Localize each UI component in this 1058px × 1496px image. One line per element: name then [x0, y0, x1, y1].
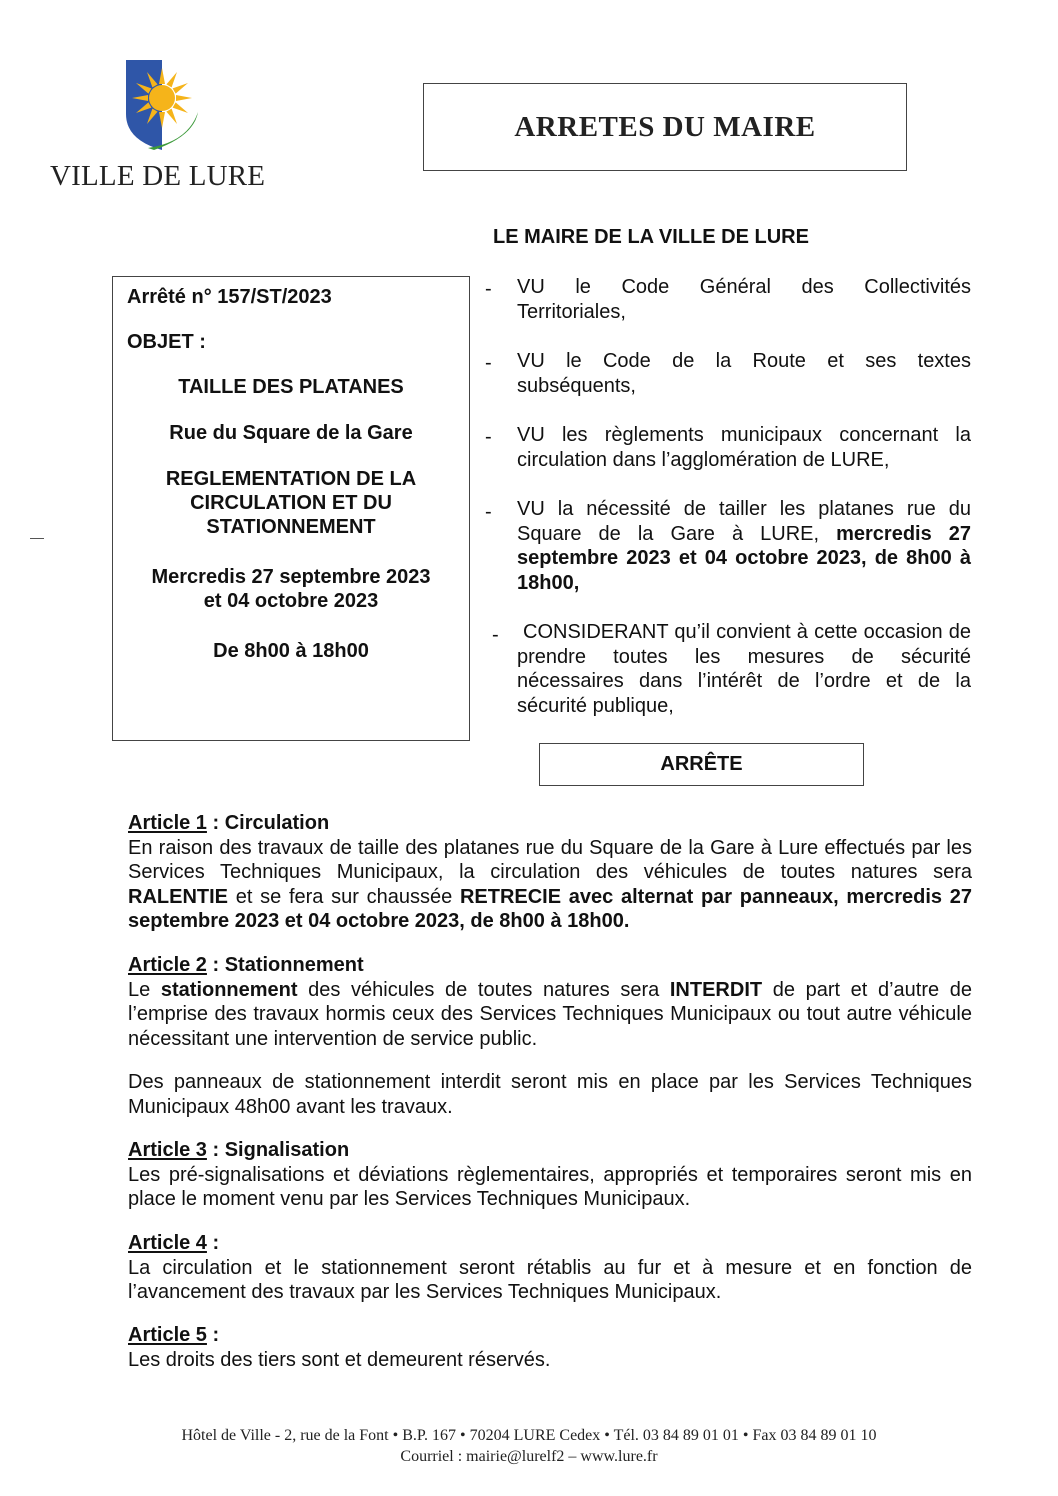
article-2-paragraph-2: Des panneaux de stationnement interdit seront mis en place par les Services Techniques Municipaux 48h00 avant les travaux.: [128, 1071, 972, 1118]
vu-code-route-line-1: VU le Code de la Route et ses textes: [517, 350, 971, 372]
decree-subject: TAILLE DES PLATANES: [178, 376, 404, 398]
arrete-heading: ARRÊTE: [539, 743, 864, 786]
decree-info-box: [112, 276, 470, 741]
mayor-heading: LE MAIRE DE LA VILLE DE LURE: [493, 226, 809, 248]
city-logo: [118, 56, 210, 152]
article-5: Article 5 : Les droits des tiers sont et demeurent réservés.: [128, 1324, 551, 1371]
footer-contact: Courriel : mairie@lurelf2 – www.lure.fr: [400, 1448, 658, 1465]
city-name: VILLE DE LURE: [50, 160, 266, 192]
regulation-line-2: CIRCULATION ET DU: [190, 492, 392, 514]
vu-code-collectivites-line-2: Territoriales,: [517, 300, 626, 323]
document-title: ARRETES DU MAIRE: [514, 110, 816, 143]
article-1: Article 1 : Circulation En raison des travaux de taille des platanes rue du Square de la Gare à Lure effectués par les Services Techniques Municipaux, la circulation des véhicules de toutes natures sera RALENTIE et se fera sur chaussée RETRECIE avec alternat par panneaux, mercredis 27 septembre 2023 et 04 octobre 2023, de 8h00 à 18h00.: [128, 812, 972, 932]
decree-street: Rue du Square de la Gare: [169, 422, 413, 444]
vu-necessite: VU la nécessité de tailler les platanes rue du Square de la Gare à LURE, mercredis 27 septembre 2023 et 04 octobre 2023, de 8h00 à 18h00,: [517, 498, 972, 594]
vu-reglements-line-2: circulation dans l’agglomération de LURE,: [517, 448, 890, 471]
vu-code-route-line-2: subséquents,: [517, 374, 636, 397]
considerant: CONSIDERANT qu’il convient à cette occasion de prendre toutes les mesures de sécurité nécessaires dans l’intérêt de l’ordre et de la sécurité publique,: [517, 621, 971, 717]
decree-hours: De 8h00 à 18h00: [213, 640, 369, 662]
article-5-title: Article 5 :: [128, 1324, 220, 1346]
decree-number: Arrêté n° 157/ST/2023: [127, 286, 332, 308]
article-3: Article 3 : Signalisation Les pré-signalisations et déviations règlementaires, appropriés et temporaires seront mis en place le moment venu par les Services Techniques Municipaux.: [128, 1139, 972, 1210]
footer-address: Hôtel de Ville - 2, rue de la Font • B.P. 167 • 70204 LURE Cedex • Tél. 03 84 89 01 01 • Fax 03 84 89 01 10: [181, 1427, 877, 1444]
regulation-line-1: REGLEMENTATION DE LA: [165, 468, 417, 490]
article-2: Article 2 : Stationnement Le stationnement des véhicules de toutes natures sera INTERDIT de part et d’autre de l’emprise des travaux hormis ceux des Services Techniques Municipaux ou tout autre véhicule nécessitant une intervention de service public.: [128, 954, 972, 1050]
objet-label: OBJET :: [127, 331, 206, 353]
document-title-box: [423, 83, 907, 171]
article-1-title: Article 1 : Circulation: [128, 812, 330, 834]
regulation-line-3: STATIONNEMENT: [206, 516, 376, 538]
margin-mark: [30, 538, 44, 539]
article-4-title: Article 4 :: [128, 1232, 220, 1254]
article-2-title: Article 2 : Stationnement: [128, 954, 364, 976]
article-4: Article 4 : La circulation et le stationnement seront rétablis au fur et à mesure et en fonction de l’avancement des travaux par les Services Techniques Municipaux.: [128, 1232, 972, 1303]
article-3-title: Article 3 : Signalisation: [128, 1139, 350, 1161]
dates-line-2: et 04 octobre 2023: [203, 590, 379, 612]
vu-code-collectivites-line-1: VU le Code Général des Collectivités: [517, 276, 971, 298]
vu-reglements-line-1: VU les règlements municipaux concernant la: [517, 424, 971, 446]
dates-line-1: Mercredis 27 septembre 2023: [151, 566, 431, 588]
